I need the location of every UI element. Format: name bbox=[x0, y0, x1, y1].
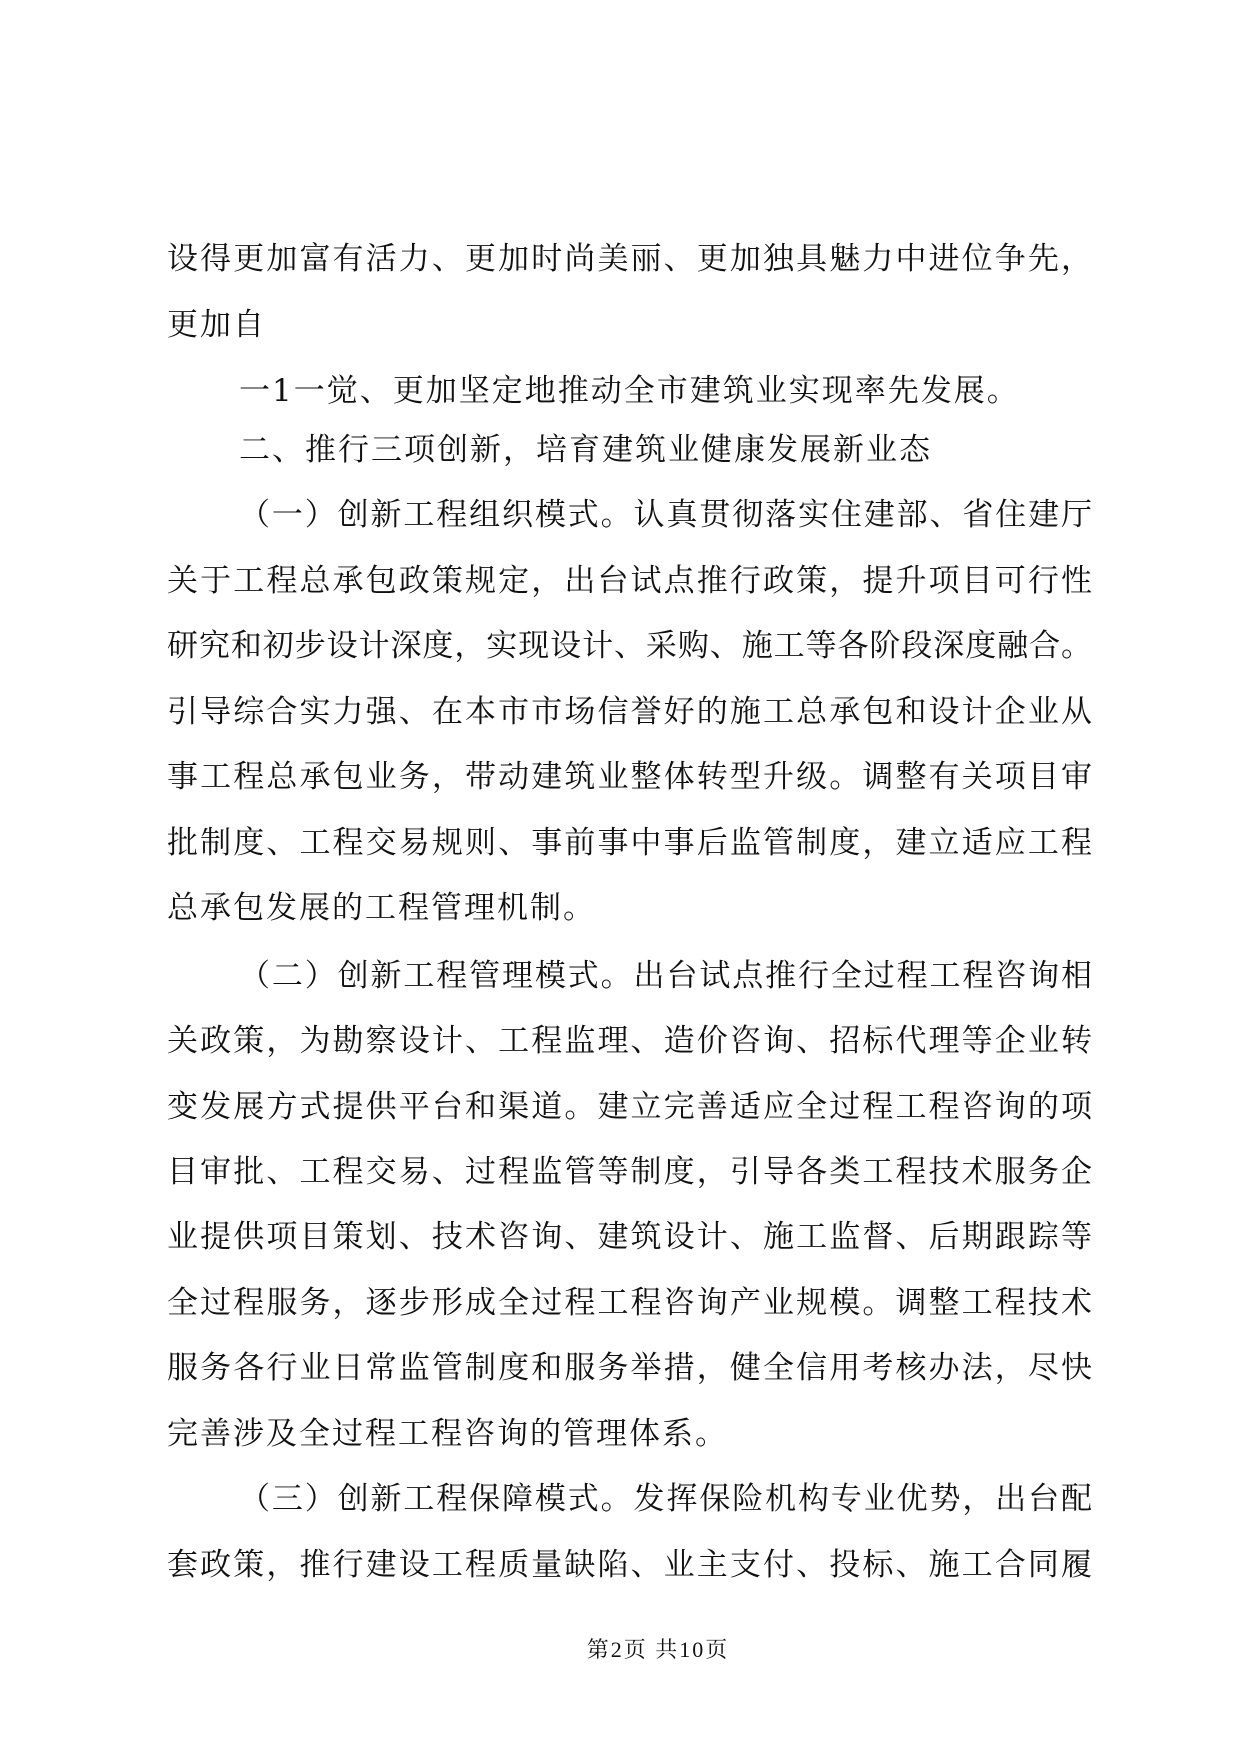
text-line: 关政策，为勘察设计、工程监理、造价咨询、招标代理等企业转 bbox=[167, 1023, 1092, 1059]
text-line: 目审批、工程交易、过程监管等制度，引导各类工程技术服务企 bbox=[167, 1154, 1092, 1190]
text-line: 研究和初步设计深度，实现设计、采购、施工等各阶段深度融合。 bbox=[167, 628, 1092, 664]
text-line: 完善涉及全过程工程咨询的管理体系。 bbox=[167, 1416, 728, 1452]
text-line: 总承包发展的工程管理机制。 bbox=[167, 890, 596, 926]
text-line: 服务各行业日常监管制度和服务举措，健全信用考核办法，尽快 bbox=[167, 1350, 1092, 1386]
text-line: 批制度、工程交易规则、事前事中事后监管制度，建立适应工程 bbox=[167, 825, 1092, 861]
text-line: 套政策，推行建设工程质量缺陷、业主支付、投标、施工合同履 bbox=[167, 1547, 1092, 1583]
text-line: （二）创新工程管理模式。出台试点推行全过程工程咨询相 bbox=[239, 958, 1092, 994]
text-line: 变发展方式提供平台和渠道。建立完善适应全过程工程咨询的项 bbox=[167, 1089, 1092, 1125]
heading-line: 二、推行三项创新，培育建筑业健康发展新业态 bbox=[239, 432, 932, 468]
text-line: 一1一觉、更加坚定地推动全市建筑业实现率先发展。 bbox=[239, 373, 1020, 409]
text-line: （一）创新工程组织模式。认真贯彻落实住建部、省住建厅 bbox=[239, 497, 1092, 533]
text-line: （三）创新工程保障模式。发挥保险机构专业优势，出台配 bbox=[239, 1481, 1092, 1517]
text-line: 全过程服务，逐步形成全过程工程咨询产业规模。调整工程技术 bbox=[167, 1285, 1092, 1321]
text-line: 业提供项目策划、技术咨询、建筑设计、施工监督、后期跟踪等 bbox=[167, 1219, 1092, 1255]
text-line: 更加自 bbox=[167, 307, 266, 343]
text-line: 事工程总承包业务，带动建筑业整体转型升级。调整有关项目审 bbox=[167, 759, 1092, 795]
page-footer-indicator: 第2页 共10页 bbox=[586, 1637, 730, 1662]
text-line: 关于工程总承包政策规定，出台试点推行政策，提升项目可行性 bbox=[167, 563, 1092, 599]
text-line: 设得更加富有活力、更加时尚美丽、更加独具魅力中进位争先， bbox=[167, 241, 1092, 277]
text-line: 引导综合实力强、在本市市场信誉好的施工总承包和设计企业从 bbox=[167, 694, 1092, 730]
